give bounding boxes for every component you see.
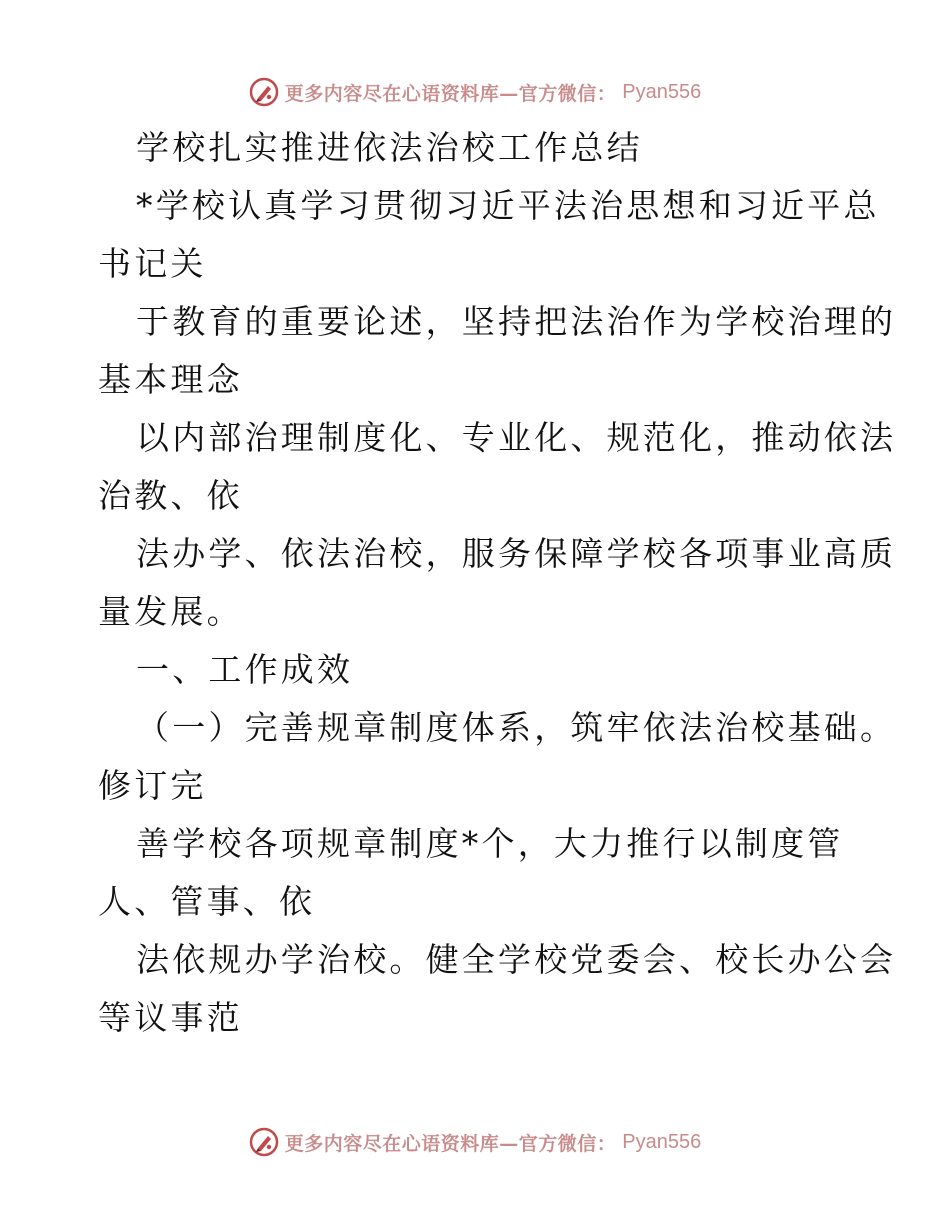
paragraph-line: 善学校各项规章制度*个，大力推行以制度管: [136, 824, 844, 863]
paragraph-line: 基本理念: [98, 360, 243, 399]
pen-logo-icon: [249, 77, 279, 107]
paragraph-line: *学校认真学习贯彻习近平法治思想和习近平总: [136, 186, 880, 225]
subsection-heading: （一）完善规章制度体系，筑牢依法治校基础。: [136, 708, 897, 747]
watermark-text: 更多内容尽在心语资料库—官方微信：: [284, 1132, 617, 1155]
document-title: 学校扎实推进依法治校工作总结: [136, 128, 643, 167]
watermark-text: 更多内容尽在心语资料库—官方微信：: [284, 82, 617, 105]
paragraph-line: 等议事范: [98, 998, 243, 1037]
paragraph-line: 以内部治理制度化、专业化、规范化，推动依法: [136, 418, 897, 457]
watermark-wechat-id: Pyan556: [622, 1130, 702, 1153]
pen-logo-icon: [249, 1127, 279, 1157]
paragraph-line: 量发展。: [98, 592, 243, 631]
paragraph-line: 人、管事、依: [98, 882, 316, 921]
paragraph-line: 书记关: [98, 244, 207, 283]
header-watermark: [0, 72, 950, 112]
section-heading: 一、工作成效: [136, 650, 354, 689]
watermark-wechat-id: Pyan556: [622, 80, 702, 103]
paragraph-line: 修订完: [98, 766, 207, 805]
paragraph-line: 法依规办学治校。健全学校党委会、校长办公会: [136, 940, 897, 979]
paragraph-line: 治教、依: [98, 476, 243, 515]
paragraph-line: 于教育的重要论述，坚持把法治作为学校治理的: [136, 302, 897, 341]
footer-watermark: [0, 1122, 950, 1162]
paragraph-line: 法办学、依法治校，服务保障学校各项事业高质: [136, 534, 897, 573]
